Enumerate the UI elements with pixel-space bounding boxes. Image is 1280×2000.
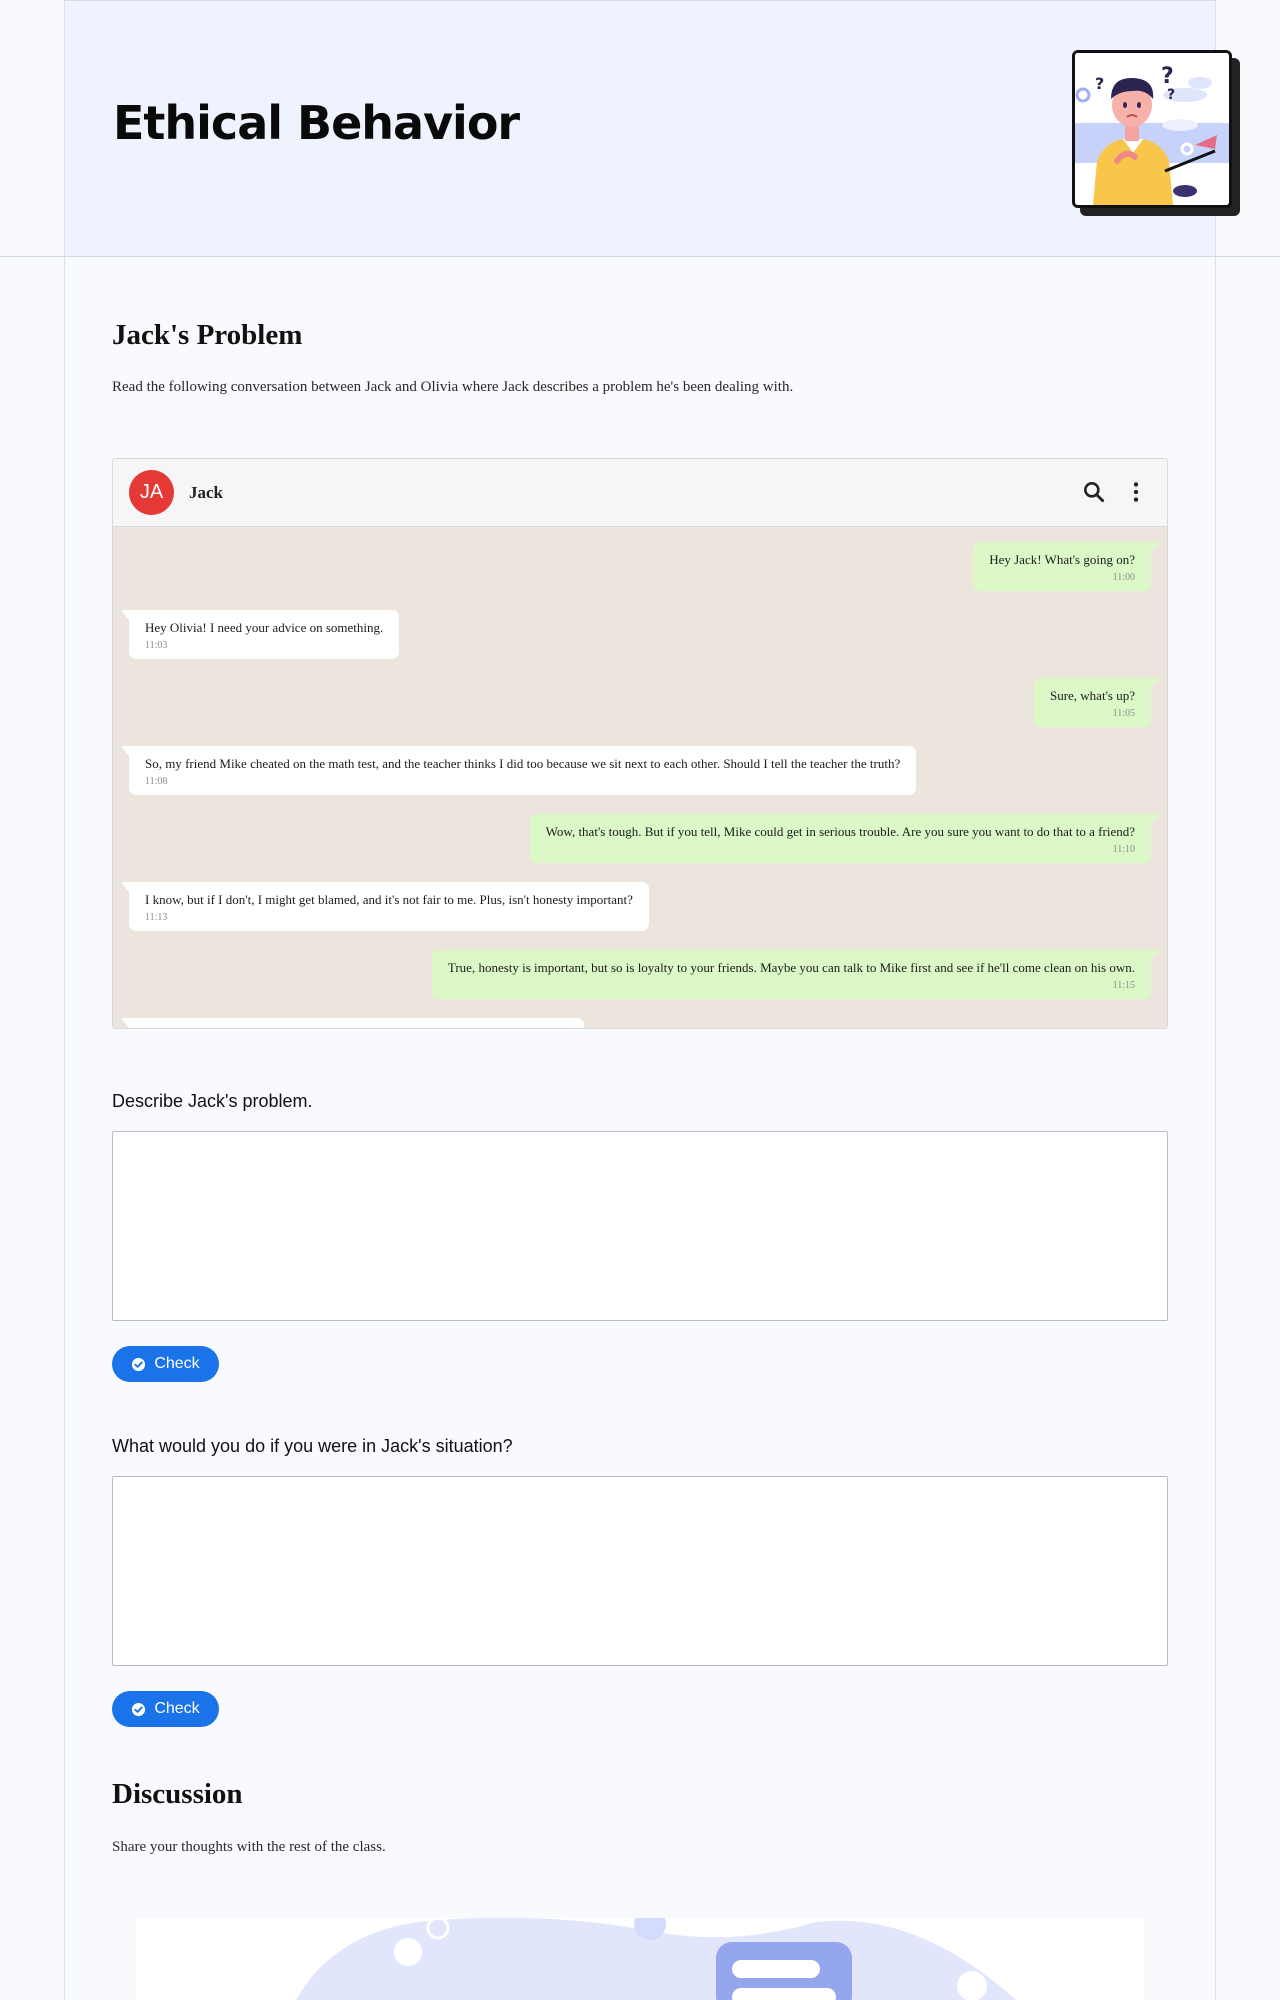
message-time: 11:15 xyxy=(1112,980,1135,991)
discussion-illustration xyxy=(136,1918,1144,2000)
contact-name: Jack xyxy=(189,483,223,502)
message-text: So, my friend Mike cheated on the math test, and the teacher thinks I did too because we sit next to each other. Should I tell the teacher the truth? xyxy=(145,756,901,771)
page-left-border xyxy=(64,0,65,2000)
svg-text:?: ? xyxy=(1095,74,1105,93)
page-title: Ethical Behavior xyxy=(113,96,520,150)
avatar[interactable]: JA xyxy=(129,470,174,515)
message-outgoing xyxy=(973,542,1151,591)
page-header xyxy=(0,0,1280,257)
check-button[interactable] xyxy=(112,1346,219,1382)
check-circle-icon xyxy=(131,1702,146,1717)
message-outgoing xyxy=(432,950,1151,999)
message-text: Hey Olivia! I need your advice on something. xyxy=(145,620,384,635)
message-incoming xyxy=(129,610,399,659)
page-right-border xyxy=(1215,0,1216,2000)
illustration-frame xyxy=(1072,50,1232,208)
chat-phone-illustration xyxy=(136,1918,1144,2000)
check-button[interactable] xyxy=(112,1691,219,1727)
svg-text:?: ? xyxy=(1167,87,1176,103)
message-text: Hey Jack! What's going on? xyxy=(989,552,1135,567)
message-text: Sure, what's up? xyxy=(1049,688,1135,703)
section-title: Jack's Problem xyxy=(112,319,303,351)
question-label: What would you do if you were in Jack's situation? xyxy=(112,1436,513,1456)
discussion-title: Discussion xyxy=(112,1778,243,1810)
message-outgoing xyxy=(1034,678,1151,727)
message-time: 11:03 xyxy=(145,640,168,651)
question-label: Describe Jack's problem. xyxy=(112,1091,313,1111)
message-time: 11:05 xyxy=(1112,708,1135,719)
confused-person-illustration xyxy=(1075,53,1229,205)
section-description: Read the following conversation between Jack and Olivia where Jack describes a problem he's been dealing with. xyxy=(112,379,794,395)
message-incoming xyxy=(129,746,916,795)
message-time: 11:00 xyxy=(1112,572,1135,583)
header-illustration xyxy=(1072,50,1232,208)
check-button-label: Check xyxy=(154,1355,200,1372)
message-text: Wow, that's tough. But if you tell, Mike could get in serious trouble. Are you sure you want to do that to a friend? xyxy=(545,824,1135,839)
message-time: 11:13 xyxy=(145,912,168,923)
answer-textarea[interactable] xyxy=(112,1476,1168,1666)
header-banner xyxy=(65,0,1215,256)
search-icon[interactable] xyxy=(1081,479,1107,505)
more-vertical-icon[interactable] xyxy=(1123,479,1149,505)
message-time: 11:08 xyxy=(145,776,168,787)
check-button-label: Check xyxy=(154,1700,200,1717)
message-incoming-partial xyxy=(129,1018,584,1029)
message-text: I know, but if I don't, I might get blamed, and it's not fair to me. Plus, isn't honesty important? xyxy=(145,892,633,907)
message-time: 11:10 xyxy=(1112,844,1135,855)
discussion-description: Share your thoughts with the rest of the class. xyxy=(112,1839,386,1855)
message-list[interactable] xyxy=(113,528,1167,1029)
chat-window[interactable] xyxy=(112,458,1168,1029)
answer-textarea[interactable] xyxy=(112,1131,1168,1321)
svg-text:?: ? xyxy=(1161,64,1174,89)
check-circle-icon xyxy=(131,1357,146,1372)
message-incoming xyxy=(129,882,649,931)
chat-header xyxy=(113,459,1167,527)
message-outgoing xyxy=(530,814,1151,863)
message-text: True, honesty is important, but so is loyalty to your friends. Maybe you can talk to Mike first and see if he'll come clean on his own. xyxy=(447,960,1135,975)
